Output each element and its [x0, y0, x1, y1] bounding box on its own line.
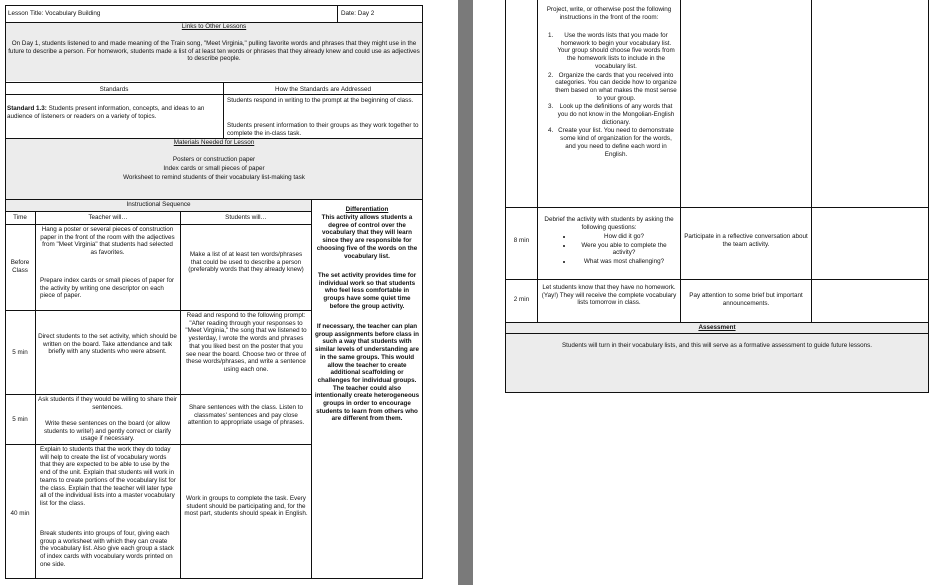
material-item: Index cards or small pieces of paper — [163, 165, 265, 172]
debrief-time: 8 min — [513, 237, 530, 244]
debrief-question: • Were you able to complete the activity? — [573, 242, 675, 257]
debrief-questions — [561, 233, 675, 267]
right-page — [473, 0, 935, 585]
how-addressed-heading: How the Standards are Addressed — [275, 86, 371, 93]
differentiation-text: If necessary, the teacher can plan group assignments before class in such a way that students with similar levels of understanding are in the same groups. This would allow the teacher to create additional scaffolding or challenges for individual groups. The teacher could also intentionally create heterogeneous groups in order to encourage students to learn from others who are different from them. — [314, 323, 420, 423]
links-heading: Links to Other Lessons — [181, 23, 247, 30]
assessment-text: Students will turn in their vocabulary lists, and this will serve as a formative assessment to guide future lessons. — [561, 342, 873, 349]
lesson-title: Lesson Title: Vocabulary Building — [8, 10, 101, 17]
differentiation-text: The set activity provides time for individual work so that students who feel less comfortable in groups have some quiet time before the group activity. — [317, 272, 417, 310]
materials-heading: Materials Needed for Lesson — [173, 139, 255, 146]
row-time: 40 min — [10, 510, 30, 517]
standard-label: Standard 1.3: — [7, 105, 47, 112]
row-students: Work in groups to complete the task. Every student should be participating and, for the most part, students should speak in English. — [184, 495, 308, 518]
standard-description: Students present information, concepts, and ideas to an audience of listeners or readers on a variety of topics. — [7, 105, 205, 120]
debrief-teacher: Debrief the activity with students by asking the following questions: — [544, 216, 674, 231]
lesson-date: Date: Day 2 — [341, 10, 375, 17]
links-text: On Day 1, students listened to and made meaning of the Train song, "Meet Virginia," pulling favorite words and phrases that they might use in the future to describe a person. For homework, students made a list of at least ten words or phrases that they already knew and could use as adjectives to describe people. — [8, 40, 420, 63]
row-teacher: Ask students if they would be willing to share their sentences. — [38, 396, 177, 411]
row-students: Make a list of at least ten words/phrases that could be used to describe a person (preferably words that they already knew) — [188, 251, 304, 274]
row-teacher: Write these sentences on the board (or allow students to write!) and gently correct or clarify usage if necessary. — [43, 420, 172, 443]
row-time: Before Class — [10, 259, 30, 274]
material-item: Worksheet to remind students of their vocabulary list-making task — [123, 174, 305, 181]
row-teacher: Break students into groups of four, giving each group a worksheet with which they can create the vocabulary list. Also give each group a stack of index cards with vocabulary words printed on one side. — [40, 530, 175, 568]
column-time: Time — [13, 214, 27, 221]
row-teacher: Hang a poster or several pieces of construction paper in the front of the room with the adjectives from "Meet Virginia" that students had selected as favorites. — [40, 226, 175, 257]
sequence-heading: Instructional Sequence — [126, 201, 191, 208]
how-addressed-2: Students present information to their groups as they work together to complete the in-class task. — [227, 122, 419, 137]
debrief-students: Participate in a reflective conversation about the team activity. — [684, 233, 808, 248]
row-time: 5 min — [12, 349, 28, 356]
row-teacher: Explain to students that the work they do today will help to create the list of vocabulary words that they are expected to be able to use by the end of the unit. Explain that students will work in teams to create portions of the vocabulary list for the class. Explain that the teacher will later type all of the individual lists into a master vocabulary list for the class. — [40, 446, 176, 507]
row-students: Read and respond to the following prompt: "After reading through your responses to "Meet Virginia," the song that we listened to yesterday, I wrote the words and phrases that you liked best on the poster that you see near the board. Choose two or three of these words/phrases, and write a sentence using each one. — [185, 312, 307, 373]
close-students: Pay attention to some brief but important announcements. — [689, 292, 803, 307]
differentiation-heading: Differentiation — [345, 206, 389, 213]
debrief-question: • What was most challenging? — [573, 258, 675, 266]
material-item: Posters or construction paper — [172, 156, 256, 163]
how-addressed-1: Students respond in writing to the prompt at the beginning of class. — [227, 97, 414, 104]
standard-text — [7, 105, 219, 120]
instruction-step: 4. Create your list. You need to demonstrate some kind of organization for the words, and you need to define each word in English. — [555, 127, 677, 158]
column-teacher: Teacher will… — [88, 214, 128, 221]
differentiation-text: This activity allows students a degree of control over the vocabulary that they will learn since they are responsible for choosing five of the words on the vocabulary list. — [316, 214, 418, 260]
close-time: 2 min — [513, 296, 530, 303]
row-teacher: Prepare index cards or small pieces of paper for the activity by writing one descriptor on each piece of paper. — [40, 277, 175, 300]
instructions-list — [541, 32, 677, 159]
instruction-step: 2. Organize the cards that you received into categories. You can decide how to organize them based on what makes the most sense to your group. — [555, 72, 677, 103]
column-students: Students will… — [225, 214, 267, 221]
debrief-question: • How did it go? — [573, 233, 675, 241]
instruction-step: 3. Look up the definitions of any words that you do not know in the Mongolian-English dictionary. — [555, 103, 677, 126]
instructions-intro: Project, write, or otherwise post the following instructions in the front of the room: — [546, 6, 672, 21]
standards-heading: Standards — [99, 86, 129, 93]
close-teacher: Let students know that they have no homework. (Yay!) They will receive the complete vocabulary lists tomorrow in class. — [541, 284, 677, 307]
assessment-heading: Assessment — [698, 324, 736, 331]
row-teacher: Direct students to the set activity, which should be written on the board. Take attendance and talk briefly with any students who were absent. — [38, 333, 177, 356]
left-page — [0, 0, 458, 585]
row-students: Share sentences with the class. Listen to classmates' sentences and pay close attention to appropriate usage of phrases. — [187, 404, 305, 427]
row-time: 5 min — [12, 416, 28, 423]
instruction-step: 1. Use the words lists that you made for homework to begin your vocabulary list. Your group should choose five words from the homework lists to include in the vocabulary list. — [555, 32, 677, 71]
